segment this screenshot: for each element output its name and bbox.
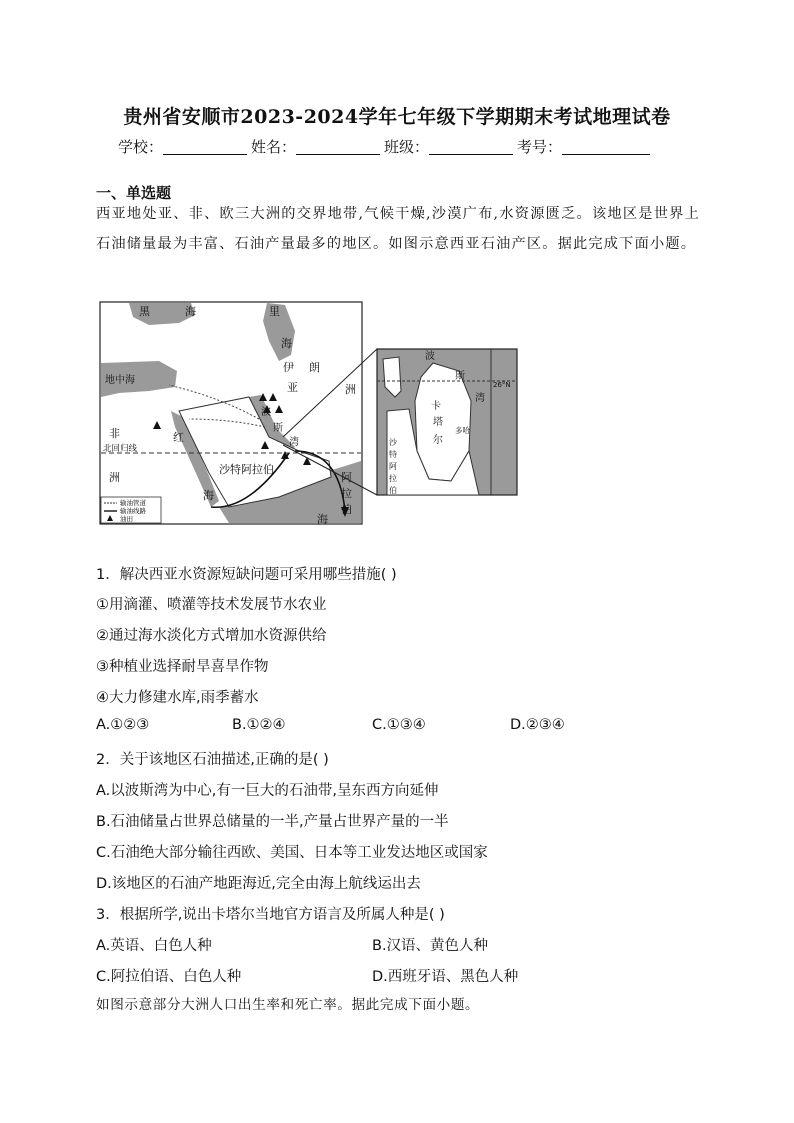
map-label-fei: 非: [109, 427, 120, 440]
map-label-hei: 黑: [139, 305, 150, 318]
map-label-ya: 亚: [287, 381, 298, 394]
q1-option-c[interactable]: C.①③④: [372, 717, 426, 733]
q1-option-b[interactable]: B.①②④: [232, 717, 286, 733]
map-label-zhou2: 洲: [109, 471, 120, 484]
inset-label-bo2: 伯: [389, 486, 397, 495]
inset-label-a: 阿: [389, 462, 397, 471]
inset-label-si: 斯: [455, 371, 465, 382]
school-blank[interactable]: [163, 138, 247, 155]
q1-item-2: ②通过海水淡化方式增加水资源供给: [96, 628, 327, 644]
school-label: 学校：: [118, 138, 164, 156]
map-label-hai2: 海: [281, 337, 292, 350]
inset-label-sha: 沙: [389, 438, 397, 447]
legend-pipeline: 输油管道: [120, 499, 146, 507]
name-blank[interactable]: [296, 138, 380, 155]
q1-option-d[interactable]: D.②③④: [510, 717, 565, 733]
map-label-yi: 伊: [283, 361, 294, 374]
q3-option-a[interactable]: A.英语、白色人种: [96, 938, 212, 954]
map-label-hai1: 海: [185, 305, 196, 318]
west-asia-oil-map: [99, 301, 521, 527]
inset-label-te: 特: [389, 450, 397, 459]
class-blank[interactable]: [429, 138, 513, 155]
q1-stem: 1．解决西亚水资源短缺问题可采用哪些措施( ): [96, 567, 397, 583]
number-label: 考号：: [517, 138, 563, 156]
inset-label-26n: 26°N: [493, 381, 511, 389]
section-heading: 一、单选题: [96, 184, 172, 202]
map-label-si: 斯: [273, 423, 283, 434]
q2-option-c[interactable]: C.石油绝大部分输往西欧、美国、日本等工业发达地区或国家: [96, 845, 488, 861]
map-label-tropic: 北回归线: [103, 444, 138, 454]
inset-label-bo: 波: [425, 351, 435, 362]
q2-option-b[interactable]: B.石油储量占世界总储量的一半,产量占世界产量的一半: [96, 814, 449, 830]
legend-route: 输油线路: [120, 507, 146, 515]
exam-title: 贵州省安顺市2023-2024学年七年级下学期期末考试地理试卷: [123, 106, 671, 128]
map-label-zhou: 洲: [345, 383, 356, 396]
name-label: 姓名：: [251, 138, 297, 156]
class-label: 班级：: [384, 138, 430, 156]
map-label-hong: 红: [173, 431, 184, 444]
map-label-hai4: 海: [317, 513, 328, 526]
q1-item-3: ③种植业选择耐旱喜旱作物: [96, 659, 269, 675]
inset-label-ta: 塔: [433, 417, 443, 428]
map-label-saudi: 沙特阿拉伯: [219, 463, 274, 476]
inset-label-ka: 卡: [431, 401, 441, 412]
q1-item-4: ④大力修建水库,雨季蓄水: [96, 690, 259, 706]
q1-item-1: ①用滴灌、喷灌等技术发展节水农业: [96, 597, 327, 613]
student-info-row: [118, 136, 654, 157]
q2-stem: 2．关于该地区石油描述,正确的是( ): [96, 752, 329, 768]
map-label-la: 拉: [341, 487, 352, 500]
q1-option-a[interactable]: A.①②③: [96, 717, 150, 733]
map-label-wan: 湾: [289, 437, 299, 448]
intro-paragraph: 西亚地处亚、非、欧三大洲的交界地带,气候干燥,沙漠广布,水资源匮乏。该地区是世界上石油储量最为丰富、石油产量最多的地区。如图示意西亚石油产区。据此完成下面小题。: [96, 206, 700, 252]
q2-option-d[interactable]: D.该地区的石油产地距海近,完全由海上航线运出去: [96, 876, 421, 892]
inset-label-wan: 湾: [475, 393, 485, 404]
map-label-mediterranean: 地中海: [105, 375, 135, 386]
map-label-bo: 波: [261, 407, 271, 418]
number-blank[interactable]: [562, 138, 650, 155]
map-label-hai3: 海: [203, 489, 214, 502]
legend-oilfield: 油田: [120, 515, 133, 523]
intro-paragraph-2: 如图示意部分大洲人口出生率和死亡率。据此完成下面小题。: [96, 997, 480, 1013]
map-label-bo2: 伯: [341, 503, 352, 516]
map-label-li: 里: [269, 305, 280, 318]
inset-label-doha: 多哈: [455, 426, 470, 435]
inset-label-er: 尔: [433, 435, 443, 446]
q3-stem: 3．根据所学,说出卡塔尔当地官方语言及所属人种是( ): [96, 907, 445, 923]
map-label-lang: 朗: [309, 361, 320, 374]
q3-option-d[interactable]: D.西班牙语、黑色人种: [372, 969, 519, 985]
q3-option-c[interactable]: C.阿拉伯语、白色人种: [96, 969, 242, 985]
map-label-a: 阿: [341, 471, 352, 484]
q2-option-a[interactable]: A.以波斯湾为中心,有一巨大的石油带,呈东西方向延伸: [96, 783, 439, 799]
q3-option-b[interactable]: B.汉语、黄色人种: [372, 938, 489, 954]
inset-label-la: 拉: [389, 474, 397, 483]
